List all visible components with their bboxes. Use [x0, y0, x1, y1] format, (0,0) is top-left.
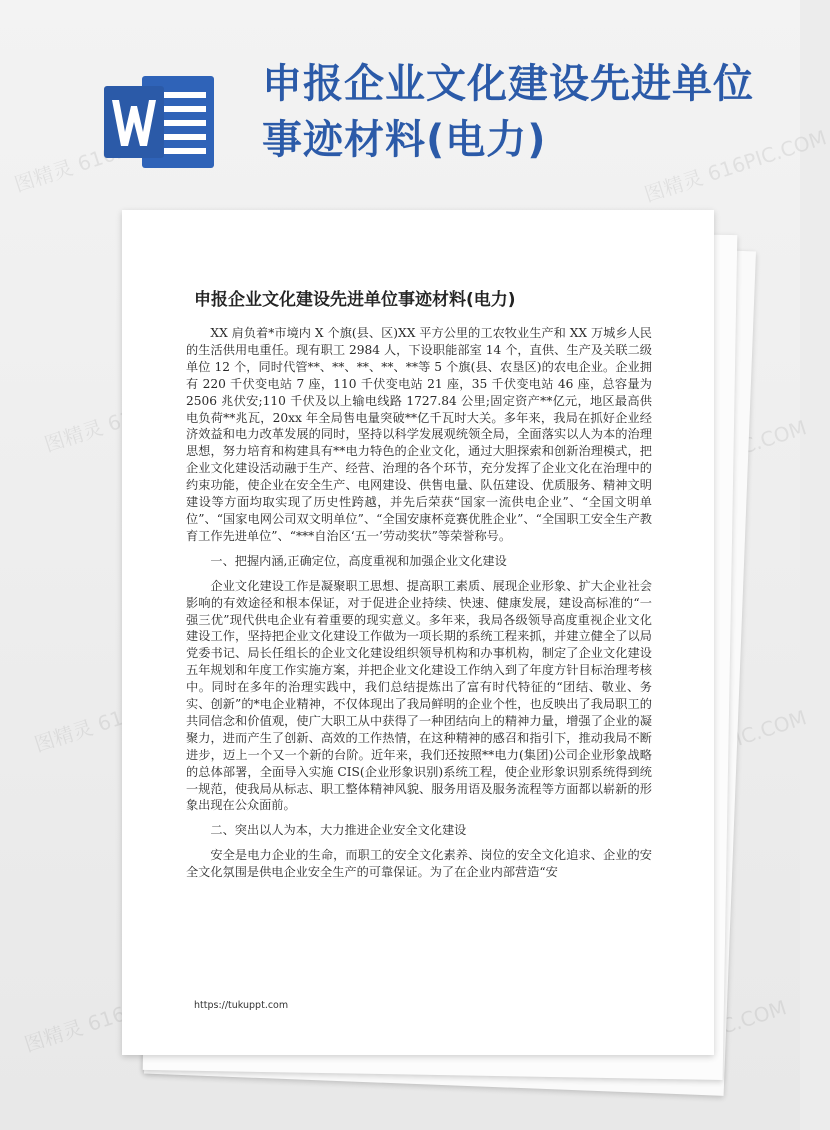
- section-heading-2: 二、突出以人为本，大力推进企业安全文化建设: [210, 823, 467, 838]
- section-heading-1: 一、把握内涵,正确定位，高度重视和加强企业文化建设: [210, 553, 507, 568]
- paragraph-section-2: 安全是电力企业的生命，而职工的安全文化素养、岗位的安全文化追求、企业的安全文化氛围是供电企业安全生产的可靠保证。为了在企业内部营造“安: [186, 848, 652, 880]
- document-footer-url: https://tukuppt.com: [194, 1000, 289, 1011]
- document-title: 申报企业文化建设先进单位事迹材料(电力): [194, 290, 516, 310]
- header: [0, 0, 800, 200]
- page-title: 申报企业文化建设先进单位事迹材料(电力): [262, 61, 754, 163]
- paragraph-intro: XX 肩负着*市境内 X 个旗(县、区)XX 平方公里的工农牧业生产和 XX 万城乡人民的生活供用电重任。现有职工 2984 人，下设职能部室 14 个，直供、生产及关联二级单位 12 个，同时代管**、**、**、**、**等 5 个旗(县、农垦区)的农电企业。企业拥有 220 千伏变电站 7 座，110 千伏变电站 21 座，35 千伏变电站 46 座，总容量为 2506 兆伏安;110 千伏及以上输电线路 1727.84 公里;固定资产**亿元，地区最高供电负荷**兆瓦，20xx 年全局售电量突破**亿千瓦时大关。多年来，我局在抓好企业经济效益和电力改革发展的同时，坚持以科学发展观统领全局，全面落实以人为本的治理思想，努力培育和构建具有**电力特色的企业文化，通过大胆探索和创新治理模式，把企业文化建设活动融于生产、经营、治理的各个环节，充分发挥了企业文化在治理中的约束功能，使企业在安全生产、电网建设、供售电量、队伍建设、优质服务、精神文明建设等方面均取实现了历史性跨越，并先后荣获“国家一流供电企业”、“全国文明单位”、“国家电网公司双文明单位”、“全国安康杯竞赛优胜企业”、“全国职工安全生产教育工作先进单位”、“***自治区‘五一’劳动奖状”等荣誉称号。: [186, 326, 652, 543]
- document-page: [122, 210, 714, 1055]
- paragraph-section-1: 企业文化建设工作是凝聚职工思想、提高职工素质、展现企业形象、扩大企业社会影响的有效途径和根本保证，对于促进企业持续、快速、健康发展，建设高标准的“一强三优”现代供电企业有着重要的现实意义。多年来，我局各级领导高度重视企业文化建设工作，坚持把企业文化建设工作做为一项长期的系统工程来抓，并建立健全了以局党委书记、局长任组长的企业文化建设组织领导机构和办事机构，制定了企业文化建设五年规划和年度工作实施方案，并把企业文化建设工作纳入到了年度方针目标治理考核中。同时在多年的治理实践中，我们总结提炼出了富有时代特征的“团结、敬业、务实、创新”的*电企业精神，不仅体现出了我局鲜明的企业个性，也反映出了我局职工的共同信念和价值观，使广大职工从中获得了一种团结向上的精神力量，增强了企业的凝聚力，进而产生了创新、高效的工作热情，在这种精神的感召和指引下，推动我局不断进步，迈上一个又一个新的台阶。近年来，我们还按照**电力(集团)公司企业形象战略的总体部署，全面导入实施 CIS(企业形象识别)系统工程，使企业形象识别系统得到统一规范，使我局从标志、职工整体精神风貌、服务用语及服务流程等方面都以崭新的形象出现在公众面前。: [186, 578, 652, 813]
- document-body: [186, 325, 652, 881]
- word-document-icon: [102, 70, 220, 174]
